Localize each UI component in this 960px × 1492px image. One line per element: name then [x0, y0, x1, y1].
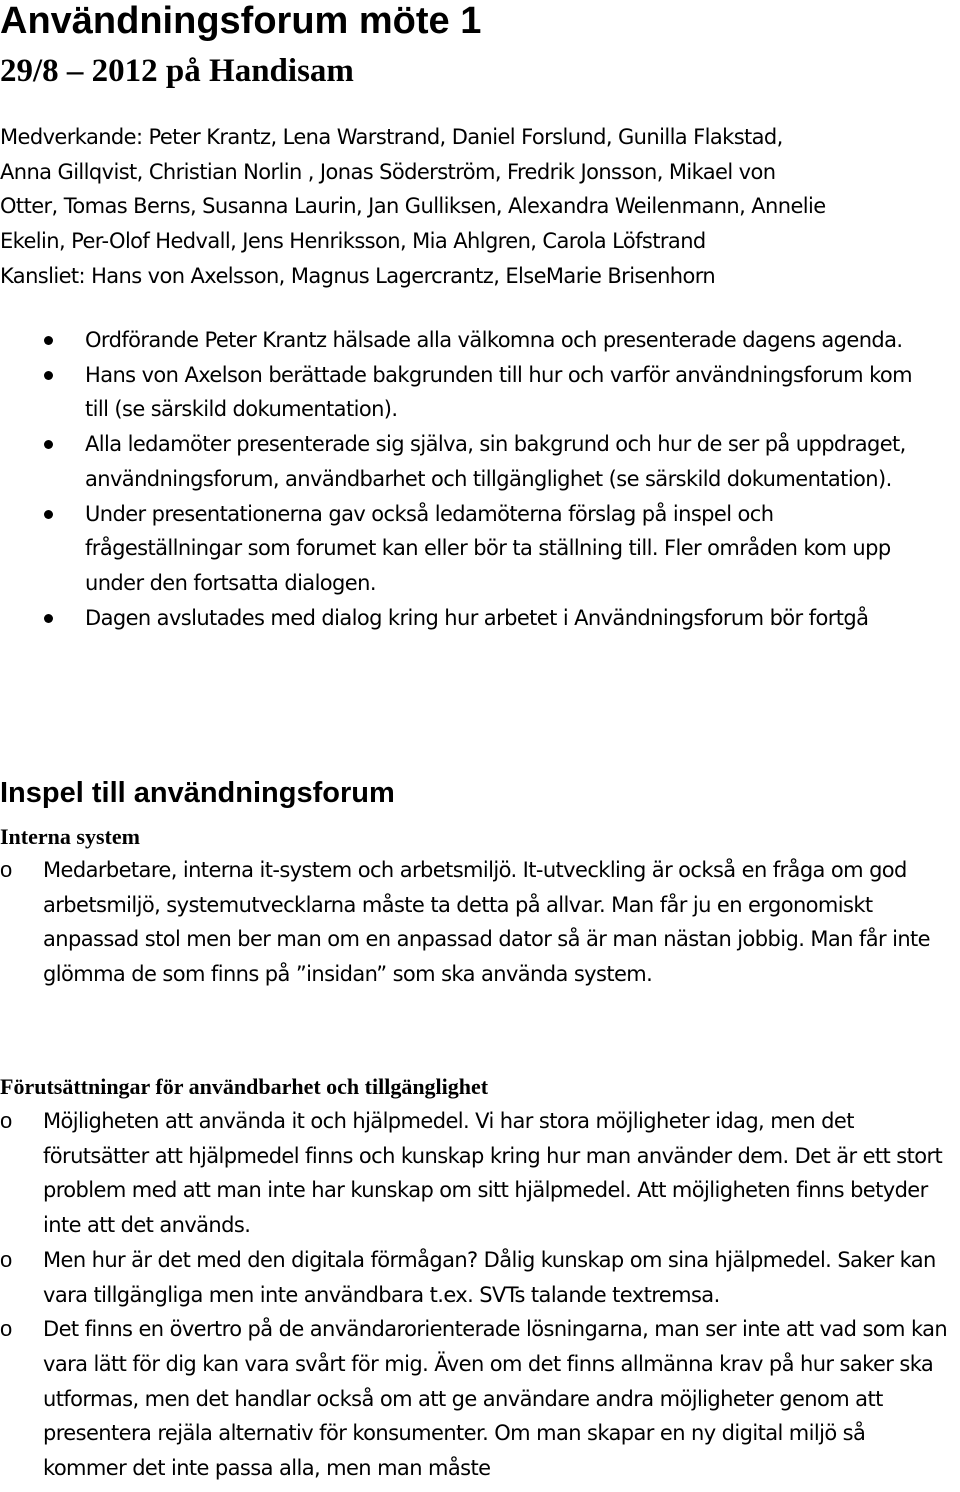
forutsattningar-item	[0, 1104, 960, 1243]
circle-bullet-icon: o	[0, 1246, 12, 1272]
agenda-bullet-item	[0, 323, 960, 358]
section-heading-inspel: Inspel till användningsforum	[0, 777, 395, 809]
agenda-bullet-item	[0, 497, 960, 601]
interna-system-item-text: Medarbetare, interna it-system och arbetsmiljö. It-utveckling är också en fråga om god arbetsmiljö, systemutvecklarna måste ta detta på allvar. Man får ju en ergonomiskt anpassad stol men ber man om en anpassad dator så är man nästan jobbig. Man får inte glömma de som finns på ”insidan” som ska använda system.	[43, 858, 930, 987]
subheading-interna-system: Interna system	[0, 824, 140, 849]
meeting-date-line: 29/8 – 2012 på Handisam	[0, 53, 354, 89]
interna-system-item	[0, 853, 960, 992]
participants-block	[0, 120, 960, 294]
agenda-bullet-text: Under presentationerna gav också ledamöterna förslag på inspel och frågeställningar som forumet kan eller bör ta ställning till. Fler områden kom upp under den fortsatta dialogen.	[85, 501, 891, 595]
agenda-bullet-text: Alla ledamöter presenterade sig själva, sin bakgrund och hur de ser på uppdraget, användningsforum, användbarhet och tillgänglighet (se särskild dokumentation).	[85, 432, 906, 491]
participants-line: Anna Gillqvist, Christian Norlin , Jonas Söderström, Fredrik Jonsson, Mikael von	[0, 159, 776, 184]
agenda-bullet-item	[0, 427, 960, 496]
agenda-bullet-text: Dagen avslutades med dialog kring hur arbetet i Användningsforum bör fortgå	[85, 605, 869, 630]
forutsattningar-item	[0, 1312, 960, 1486]
secretariat-line: Kansliet: Hans von Axelsson, Magnus Lagercrantz, ElseMarie Brisenhorn	[0, 263, 716, 288]
bullet-icon	[44, 614, 53, 623]
circle-bullet-icon: o	[0, 1316, 12, 1342]
participants-line: Ekelin, Per-Olof Hedvall, Jens Henriksson, Mia Ahlgren, Carola Löfstrand	[0, 229, 706, 254]
circle-bullet-icon: o	[0, 1108, 12, 1133]
agenda-bullet-item	[0, 601, 960, 636]
subheading-forutsattningar: Förutsättningar för användbarhet och tillgänglighet	[0, 1074, 489, 1099]
circle-bullet-icon: o	[0, 857, 12, 882]
forutsattningar-item-text: Möjligheten att använda it och hjälpmedel. Vi har stora möjligheter idag, men det förutsätter att hjälpmedel finns och kunskap kring hur man använder dem. Det är ett stort problem med att man inte har kunskap om sitt hjälpmedel. Att möjligheten finns betyder inte att det används.	[43, 1109, 943, 1238]
agenda-bullet-text: Ordförande Peter Krantz hälsade alla välkomna och presenterade dagens agenda.	[85, 328, 903, 352]
bullet-icon	[44, 440, 53, 449]
forutsattningar-list	[0, 1104, 960, 1486]
participants-line: Otter, Tomas Berns, Susanna Laurin, Jan Gulliksen, Alexandra Weilenmann, Annelie	[0, 194, 826, 219]
bullet-icon	[44, 336, 53, 345]
participants-line: Medverkande: Peter Krantz, Lena Warstrand, Daniel Forslund, Gunilla Flakstad,	[0, 125, 783, 149]
agenda-bullet-text: Hans von Axelson berättade bakgrunden till hur och varför användningsforum kom till (se särskild dokumentation).	[85, 362, 912, 422]
interna-system-list	[0, 853, 960, 992]
bullet-icon	[44, 371, 53, 380]
forutsattningar-item-text: Det finns en övertro på de användarorienterade lösningarna, man ser inte att vad som kan vara lätt för dig kan vara svårt för mig. Även om det finns allmänna krav på hur saker ska utformas, men det handlar också om att ge användare andra möjligheter genom att presentera rejäla alternativ för konsumenter. Om man skapar en ny digital miljö så kommer det inte passa alla, men man måste	[43, 1317, 948, 1481]
bullet-icon	[44, 510, 53, 519]
forutsattningar-item-text: Men hur är det med den digitala förmågan? Dålig kunskap om sina hjälpmedel. Saker kan vara tillgängliga men inte användbara t.ex. SVTs talande textremsa.	[43, 1247, 936, 1307]
agenda-bullet-item	[0, 358, 960, 427]
agenda-bullet-list	[0, 323, 960, 635]
document-title: Användningsforum möte 1	[0, 0, 482, 42]
forutsattningar-item	[0, 1243, 960, 1312]
